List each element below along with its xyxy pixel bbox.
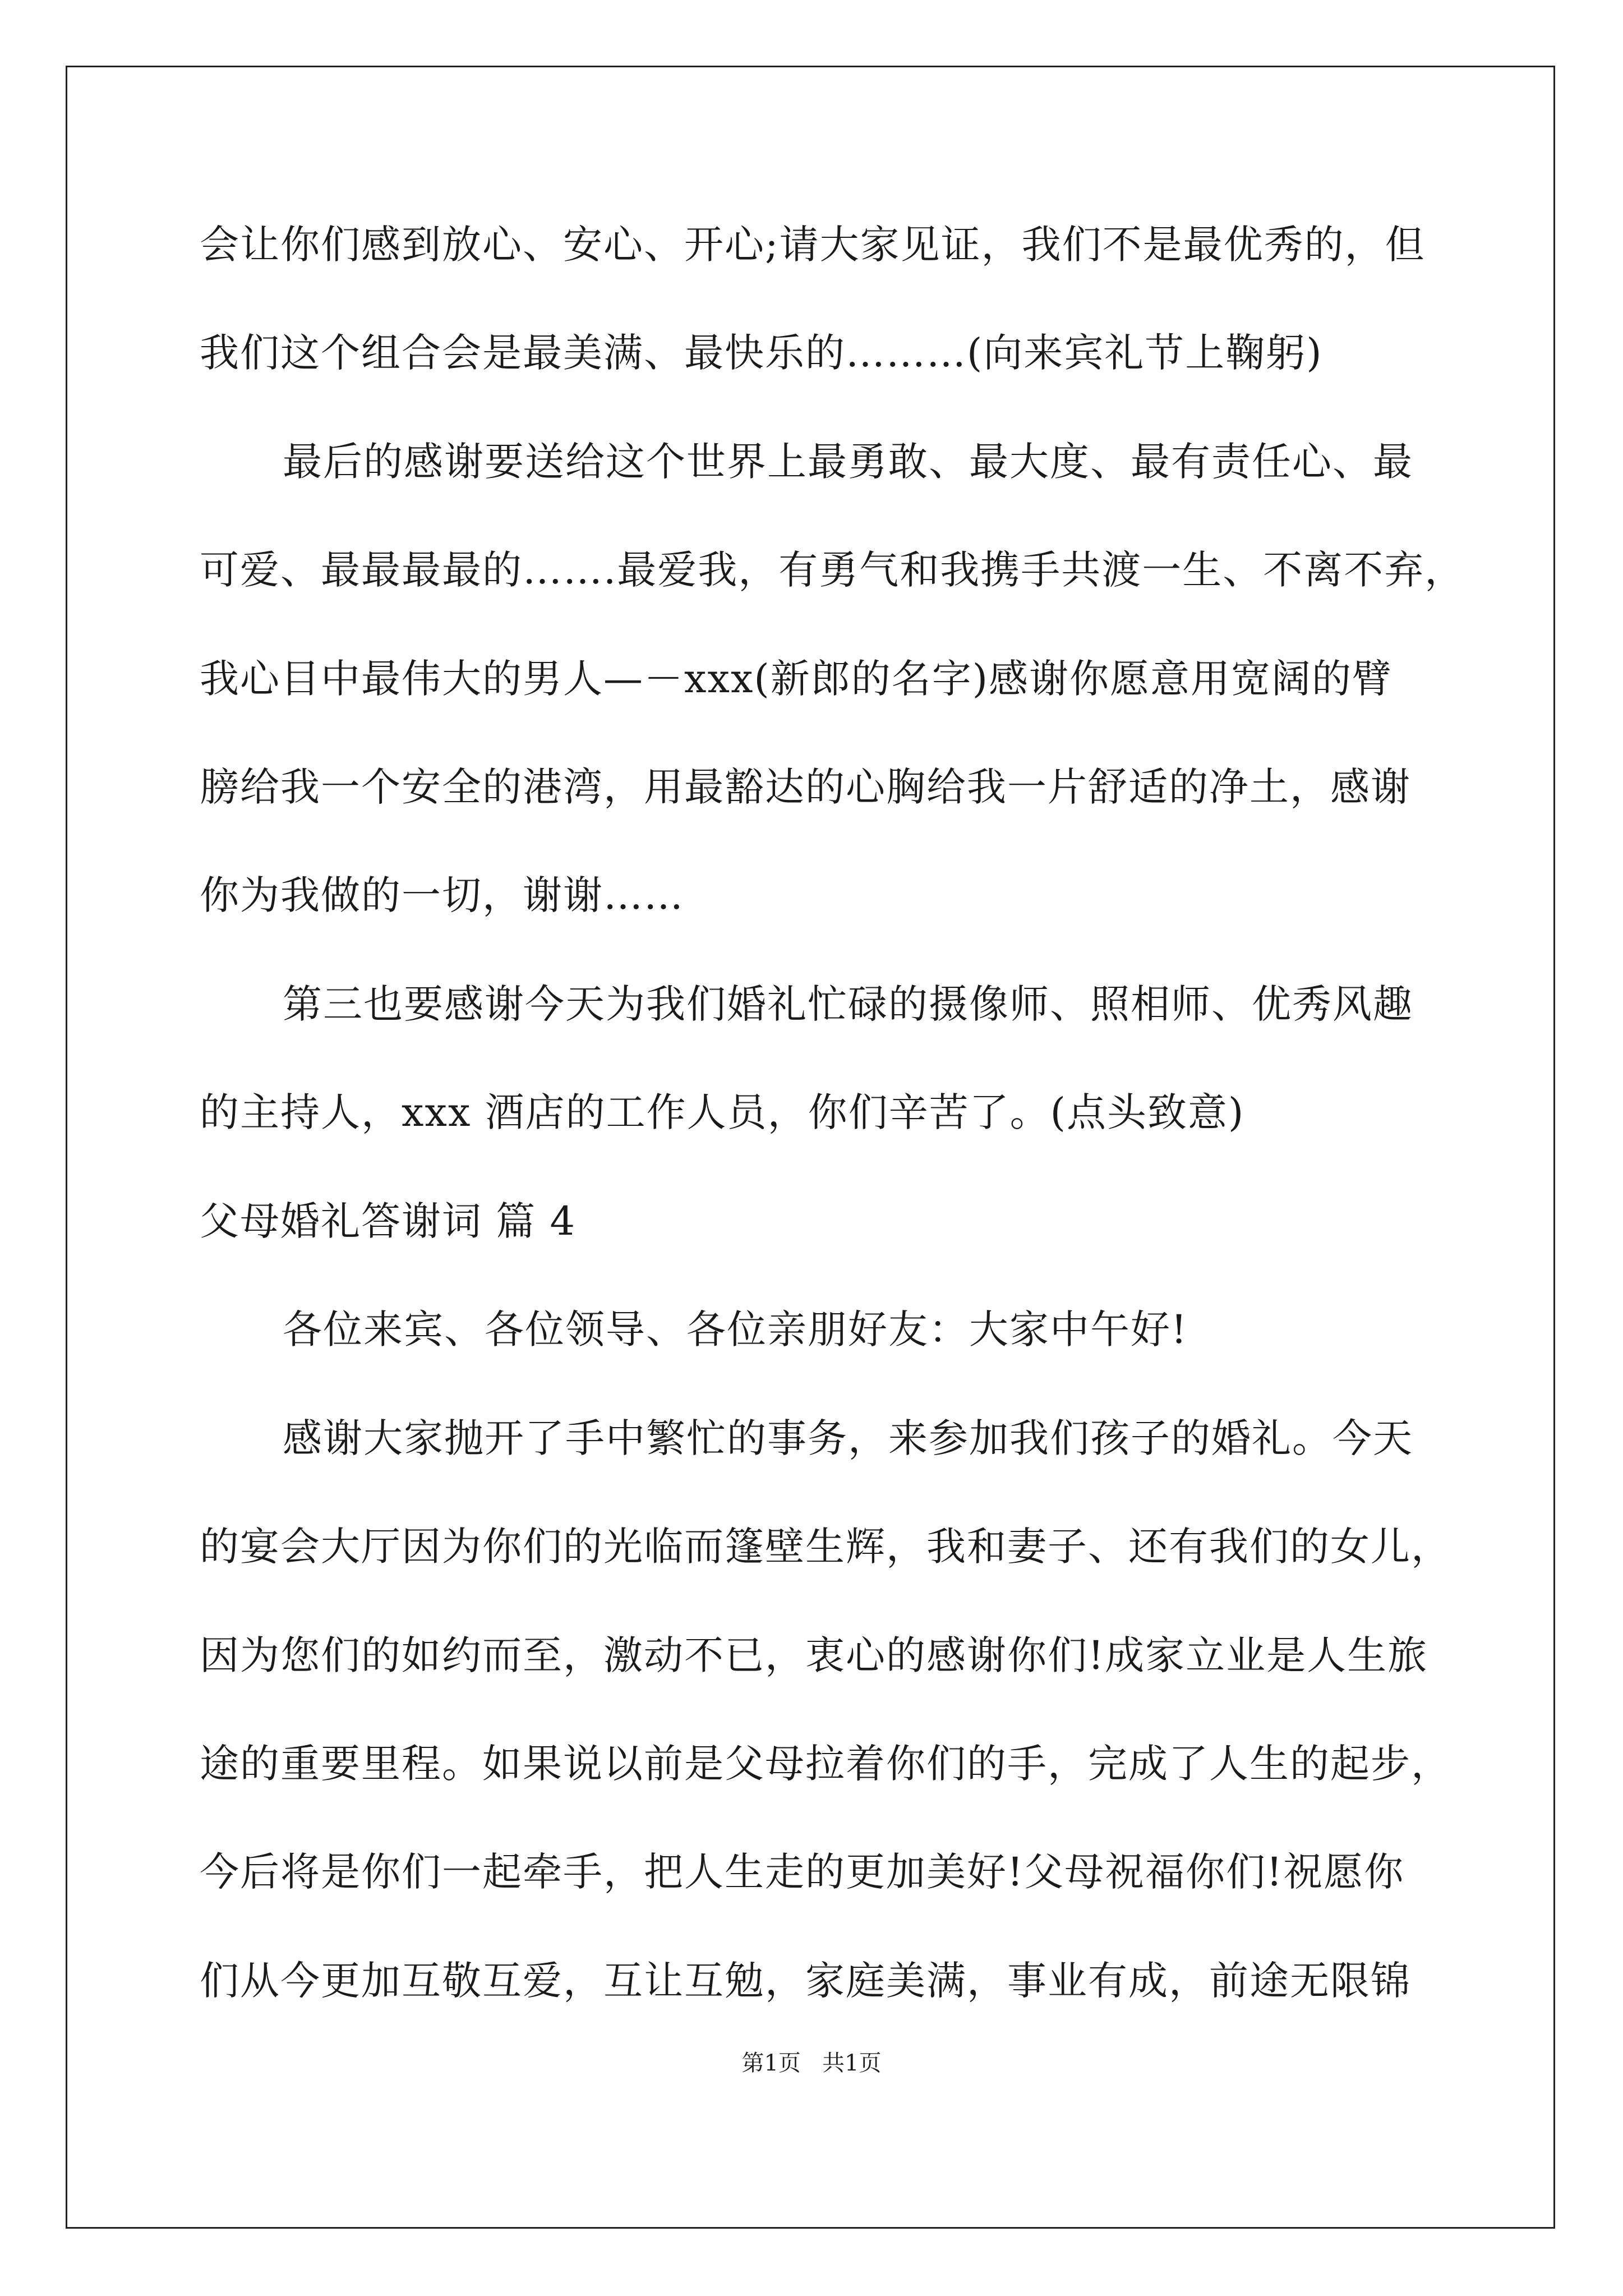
page-footer: 第1页 共1页 — [741, 2050, 882, 2076]
paragraph-first-line: 感谢大家抛开了手中繁忙的事务，来参加我们孩子的婚礼。今天 — [283, 1415, 1413, 1461]
paragraph-first-line: 第三也要感谢今天为我们婚礼忙碌的摄像师、照相师、优秀风趣 — [283, 981, 1413, 1027]
text-line: 我们这个组合会是最美满、最快乐的………(向来宾礼节上鞠躬) — [200, 330, 1323, 376]
page-border — [66, 66, 1555, 2229]
text-line: 我心目中最伟大的男人—－xxx(新郎的名字)感谢你愿意用宽阔的臂 — [200, 656, 1393, 702]
text-line: 你为我做的一切，谢谢…… — [200, 872, 684, 918]
text-line: 膀给我一个安全的港湾，用最豁达的心胸给我一片舒适的净土，感谢 — [200, 764, 1411, 810]
text-line: 途的重要里程。如果说以前是父母拉着你们的手，完成了人生的起步， — [200, 1741, 1451, 1787]
paragraph-first-line: 最后的感谢要送给这个世界上最勇敢、最大度、最有责任心、最 — [283, 439, 1413, 485]
text-line: 的主持人，xxx 酒店的工作人员，你们辛苦了。(点头致意) — [200, 1089, 1245, 1135]
text-line: 的宴会大厅因为你们的光临而篷壁生辉，我和妻子、还有我们的女儿， — [200, 1524, 1451, 1570]
greeting-line: 各位来宾、各位领导、各位亲朋好友：大家中午好! — [283, 1306, 1188, 1352]
text-line: 因为您们的如约而至，激动不已，衷心的感谢你们!成家立业是人生旅 — [200, 1632, 1428, 1678]
text-line: 们从今更加互敬互爱，互让互勉，家庭美满，事业有成，前途无限锦 — [200, 1958, 1411, 2004]
text-line: 今后将是你们一起牵手，把人生走的更加美好!父母祝福你们!祝愿你 — [200, 1849, 1405, 1895]
section-heading: 父母婚礼答谢词 篇 4 — [200, 1198, 577, 1244]
text-line: 可爱、最最最最的…….最爱我，有勇气和我携手共渡一生、不离不弃， — [200, 547, 1465, 593]
text-line: 会让你们感到放心、安心、开心;请大家见证，我们不是最优秀的，但 — [200, 222, 1426, 268]
